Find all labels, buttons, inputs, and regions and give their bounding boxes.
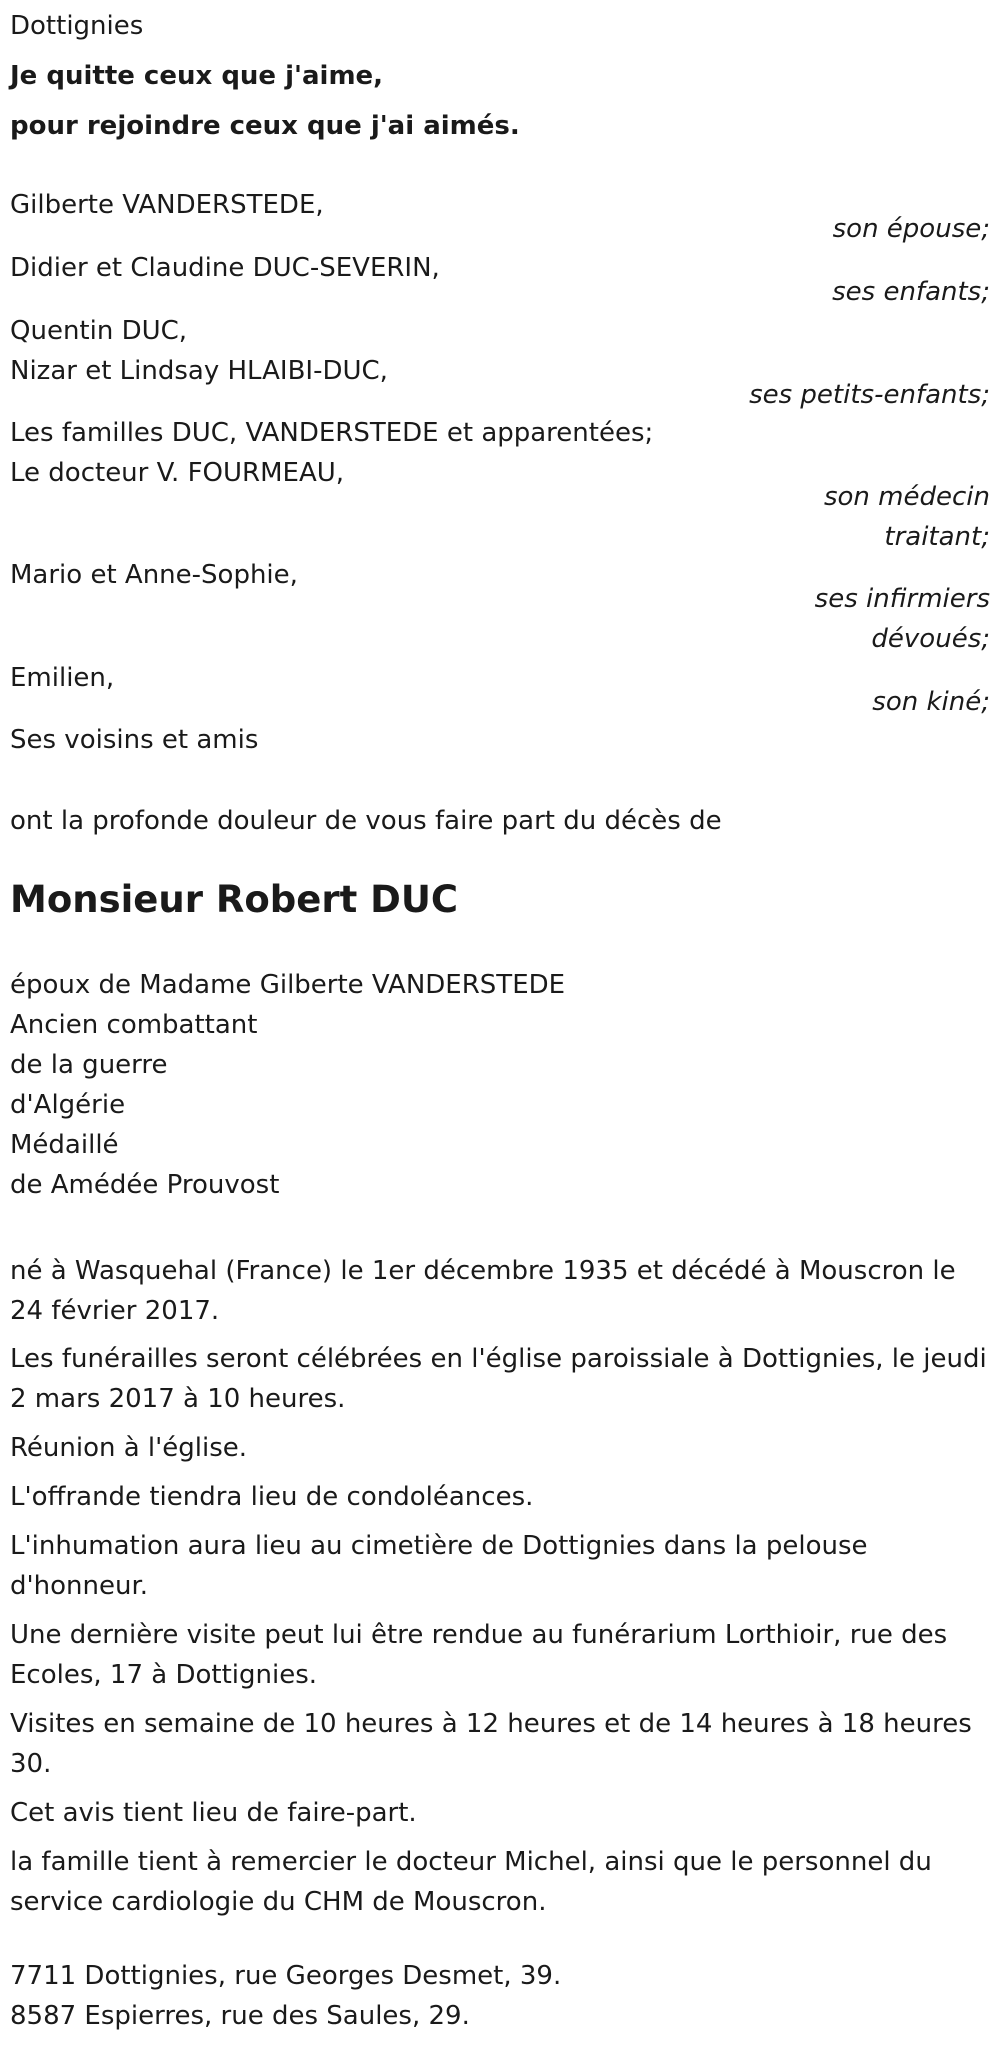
address-line: 7711 Dottignies, rue Georges Desmet, 39. [10, 1961, 562, 1991]
family-name: Gilberte VANDERSTEDE, [10, 190, 324, 220]
paragraph-birth-death: né à Wasquehal (France) le 1er décembre 1935 et décédé à Mouscron le 24 février 2017. [10, 1256, 956, 1326]
detail-line: d'Algérie [10, 1090, 126, 1120]
paragraph-meeting: Réunion à l'église. [10, 1433, 248, 1463]
announcement-text: ont la profonde douleur de vous faire part du décès de [10, 806, 722, 836]
family-name: Le docteur V. FOURMEAU, [10, 458, 345, 488]
family-role: dévoués; [871, 624, 990, 654]
family-role: traitant; [884, 522, 990, 552]
address-line: 8587 Espierres, rue des Saules, 29. [10, 2001, 470, 2031]
detail-line: de la guerre [10, 1050, 168, 1080]
detail-line: époux de Madame Gilberte VANDERSTEDE [10, 970, 566, 1000]
paragraph-notice: Cet avis tient lieu de faire-part. [10, 1798, 417, 1828]
paragraph-visit: Une dernière visite peut lui être rendue au funérarium Lorthioir, rue des Ecoles, 17 à Dottignies. [10, 1620, 948, 1690]
family-role: son épouse; [832, 214, 990, 244]
family-role: ses petits-enfants; [749, 380, 990, 410]
family-name: Les familles DUC, VANDERSTEDE et apparentées; [10, 418, 654, 448]
paragraph-burial: L'inhumation aura lieu au cimetière de Dottignies dans la pelouse d'honneur. [10, 1531, 868, 1601]
paragraph-thanks: la famille tient à remercier le docteur Michel, ainsi que le personnel du service cardiologie du CHM de Mouscron. [10, 1847, 932, 1917]
detail-line: Médaillé [10, 1130, 119, 1160]
family-name: Quentin DUC, [10, 316, 188, 346]
family-name: Ses voisins et amis [10, 725, 259, 755]
family-role: son médecin [823, 482, 990, 512]
family-role: ses infirmiers [814, 584, 990, 614]
paragraph-funeral: Les funérailles seront célébrées en l'église paroissiale à Dottignies, le jeudi 2 mars 2017 à 10 heures. [10, 1344, 987, 1414]
family-role: son kiné; [872, 687, 990, 717]
detail-line: de Amédée Prouvost [10, 1170, 280, 1200]
family-role: ses enfants; [832, 277, 990, 307]
quote-line-1: Je quitte ceux que j'aime, [10, 61, 384, 91]
family-name: Didier et Claudine DUC-SEVERIN, [10, 253, 440, 283]
family-name: Emilien, [10, 663, 115, 693]
quote-line-2: pour rejoindre ceux que j'ai aimés. [10, 111, 520, 141]
paragraph-visit-hours: Visites en semaine de 10 heures à 12 heures et de 14 heures à 18 heures 30. [10, 1709, 972, 1779]
family-name: Mario et Anne-Sophie, [10, 560, 298, 590]
place-name: Dottignies [10, 11, 144, 41]
deceased-name: Monsieur Robert DUC [10, 878, 459, 921]
detail-line: Ancien combattant [10, 1010, 258, 1040]
paragraph-offering: L'offrande tiendra lieu de condoléances. [10, 1482, 534, 1512]
family-name: Nizar et Lindsay HLAIBI-DUC, [10, 356, 388, 386]
